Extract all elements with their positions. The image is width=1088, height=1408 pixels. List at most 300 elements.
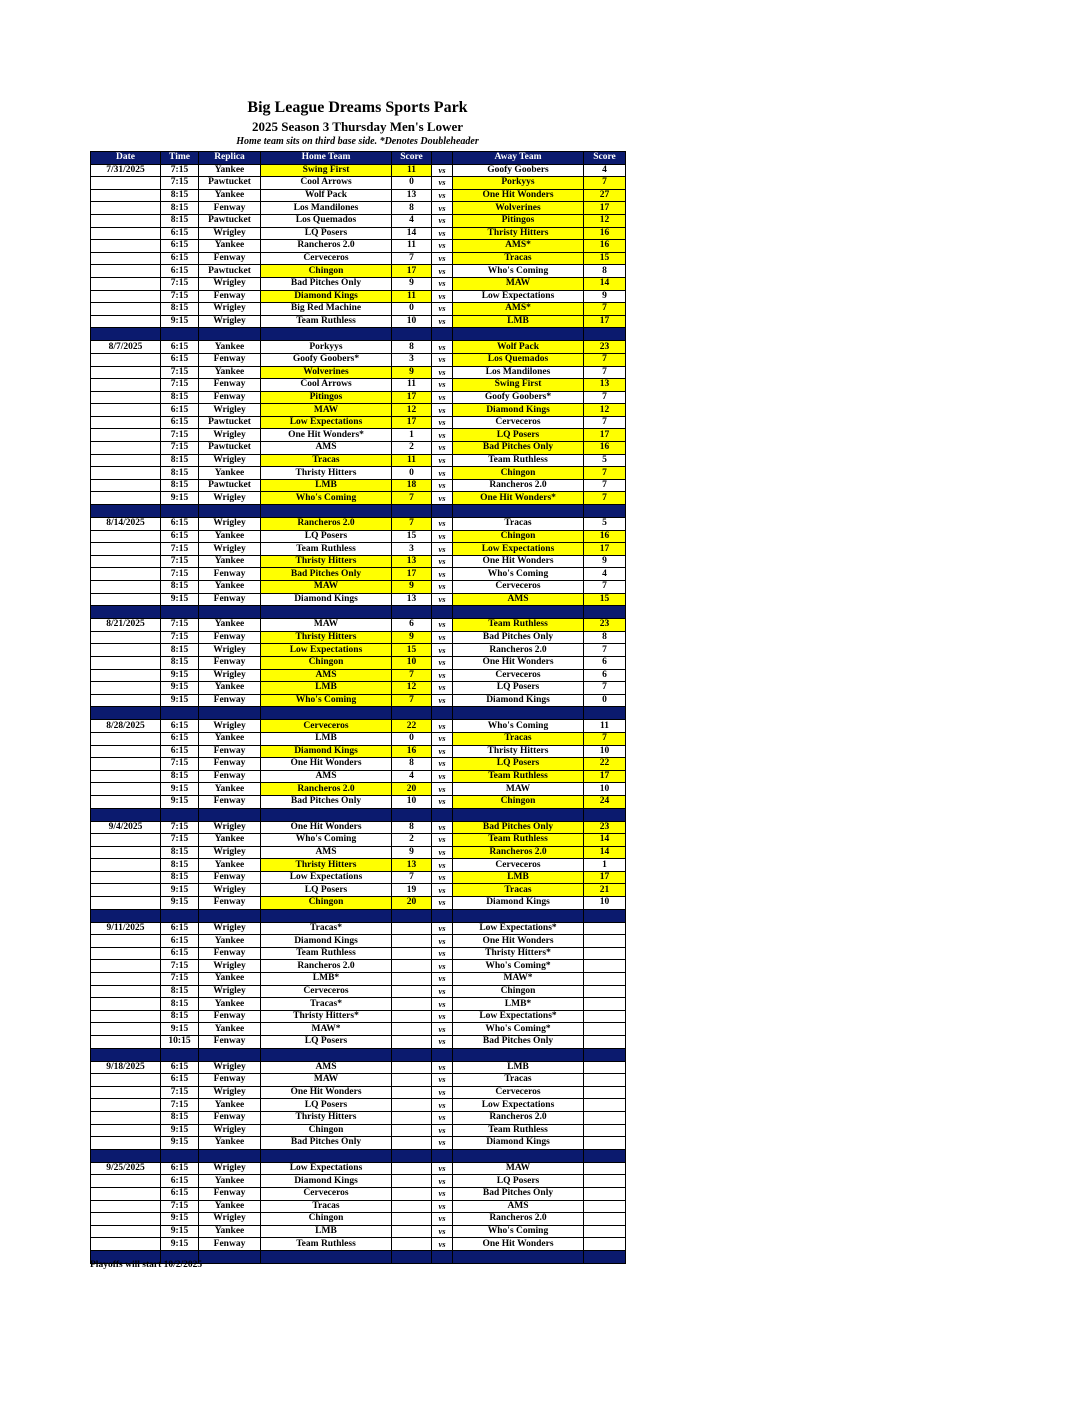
table-row (91, 619, 626, 632)
away-score-cell (584, 1162, 626, 1175)
table-row (91, 252, 626, 265)
home-score-cell: 17 (392, 265, 432, 278)
replica-cell: Yankee (199, 859, 261, 872)
separator-cell (392, 707, 432, 720)
replica-cell: Wrigley (199, 429, 261, 442)
vs-cell: vs (432, 265, 453, 278)
vs-cell: vs (432, 631, 453, 644)
replica-cell: Fenway (199, 947, 261, 960)
date-cell (91, 795, 161, 808)
away-score-cell: 9 (584, 555, 626, 568)
time-cell: 6:15 (161, 922, 199, 935)
home-team-cell: MAW (261, 581, 392, 594)
vs-cell: vs (432, 859, 453, 872)
date-cell (91, 1074, 161, 1087)
vs-cell: vs (432, 669, 453, 682)
away-team-cell: LMB (453, 871, 584, 884)
replica-cell: Pawtucket (199, 265, 261, 278)
away-score-cell: 21 (584, 884, 626, 897)
footer-note: Playoffs will start 10/2/2025 (90, 1260, 203, 1270)
away-team-cell: One Hit Wonders (453, 189, 584, 202)
vs-cell: vs (432, 884, 453, 897)
separator-cell (91, 1048, 161, 1061)
date-cell (91, 1124, 161, 1137)
home-score-cell: 9 (392, 631, 432, 644)
time-cell: 8:15 (161, 846, 199, 859)
table-row (91, 871, 626, 884)
time-cell: 6:15 (161, 1061, 199, 1074)
vs-cell: vs (432, 391, 453, 404)
table-row (91, 1175, 626, 1188)
table-row (91, 315, 626, 328)
col-away-score-header: Score (584, 152, 626, 165)
away-score-cell (584, 998, 626, 1011)
vs-cell: vs (432, 1010, 453, 1023)
away-score-cell (584, 935, 626, 948)
table-row (91, 214, 626, 227)
vs-cell: vs (432, 682, 453, 695)
away-team-cell: Thristy Hitters (453, 745, 584, 758)
home-score-cell (392, 960, 432, 973)
away-score-cell: 23 (584, 619, 626, 632)
away-score-cell: 6 (584, 656, 626, 669)
replica-cell: Wrigley (199, 960, 261, 973)
replica-cell: Pawtucket (199, 442, 261, 455)
date-cell (91, 834, 161, 847)
away-team-cell: AMS (453, 593, 584, 606)
away-team-cell: AMS* (453, 240, 584, 253)
away-team-cell: Cerveceros (453, 859, 584, 872)
date-cell (91, 998, 161, 1011)
table-row (91, 1200, 626, 1213)
vs-cell: vs (432, 416, 453, 429)
vs-cell: vs (432, 555, 453, 568)
away-team-cell: Chingon (453, 985, 584, 998)
table-row (91, 518, 626, 531)
vs-cell: vs (432, 935, 453, 948)
home-score-cell: 3 (392, 353, 432, 366)
date-cell (91, 1200, 161, 1213)
date-cell (91, 202, 161, 215)
away-team-cell: Tracas (453, 1074, 584, 1087)
away-score-cell: 5 (584, 454, 626, 467)
home-team-cell: Bad Pitches Only (261, 795, 392, 808)
away-team-cell: Chingon (453, 467, 584, 480)
away-team-cell: Rancheros 2.0 (453, 1111, 584, 1124)
home-score-cell: 7 (392, 694, 432, 707)
home-team-cell: Thristy Hitters (261, 1111, 392, 1124)
vs-cell: vs (432, 581, 453, 594)
away-score-cell: 12 (584, 214, 626, 227)
vs-cell: vs (432, 922, 453, 935)
separator-cell (392, 606, 432, 619)
home-team-cell: AMS (261, 846, 392, 859)
home-team-cell: Diamond Kings (261, 290, 392, 303)
home-team-cell: LMB (261, 479, 392, 492)
away-score-cell: 11 (584, 720, 626, 733)
home-score-cell: 6 (392, 619, 432, 632)
time-cell: 7:15 (161, 834, 199, 847)
table-row (91, 454, 626, 467)
away-team-cell: Cerveceros (453, 416, 584, 429)
separator-cell (91, 328, 161, 341)
home-team-cell: Chingon (261, 897, 392, 910)
separator-cell (432, 707, 453, 720)
replica-cell: Fenway (199, 353, 261, 366)
replica-cell: Yankee (199, 1137, 261, 1150)
vs-cell: vs (432, 518, 453, 531)
replica-cell: Yankee (199, 1200, 261, 1213)
away-team-cell: Wolf Pack (453, 341, 584, 354)
home-score-cell: 15 (392, 644, 432, 657)
separator-cell (261, 1149, 392, 1162)
home-score-cell: 7 (392, 252, 432, 265)
home-team-cell: Cerveceros (261, 720, 392, 733)
home-score-cell: 13 (392, 859, 432, 872)
time-cell: 7:15 (161, 619, 199, 632)
date-cell (91, 669, 161, 682)
date-cell (91, 240, 161, 253)
date-cell (91, 973, 161, 986)
away-team-cell: Tracas (453, 884, 584, 897)
date-cell (91, 897, 161, 910)
replica-cell: Fenway (199, 745, 261, 758)
home-score-cell: 2 (392, 834, 432, 847)
table-row (91, 935, 626, 948)
home-score-cell: 9 (392, 277, 432, 290)
col-vs-header (432, 152, 453, 165)
home-team-cell: AMS (261, 770, 392, 783)
home-team-cell: Thristy Hitters (261, 631, 392, 644)
time-cell: 7:15 (161, 1099, 199, 1112)
time-cell: 8:15 (161, 871, 199, 884)
away-score-cell: 1 (584, 859, 626, 872)
separator-cell (453, 1250, 584, 1263)
home-score-cell (392, 1162, 432, 1175)
home-score-cell: 12 (392, 682, 432, 695)
away-score-cell: 9 (584, 290, 626, 303)
replica-cell: Wrigley (199, 821, 261, 834)
separator-cell (432, 328, 453, 341)
away-team-cell: Team Ruthless (453, 770, 584, 783)
away-score-cell: 27 (584, 189, 626, 202)
away-team-cell: MAW (453, 277, 584, 290)
away-team-cell: Thristy Hitters* (453, 947, 584, 960)
away-score-cell: 7 (584, 492, 626, 505)
home-score-cell: 9 (392, 366, 432, 379)
table-row (91, 1162, 626, 1175)
table-row (91, 694, 626, 707)
separator-cell (584, 909, 626, 922)
date-cell (91, 631, 161, 644)
separator-cell (432, 1149, 453, 1162)
home-team-cell: Chingon (261, 1124, 392, 1137)
away-team-cell: AMS* (453, 303, 584, 316)
away-score-cell: 10 (584, 745, 626, 758)
time-cell: 6:15 (161, 1187, 199, 1200)
date-cell (91, 1099, 161, 1112)
away-team-cell: Goofy Goobers* (453, 391, 584, 404)
separator-cell (261, 707, 392, 720)
table-row (91, 1137, 626, 1150)
time-cell: 7:15 (161, 555, 199, 568)
home-team-cell: Rancheros 2.0 (261, 783, 392, 796)
vs-cell: vs (432, 303, 453, 316)
home-score-cell: 7 (392, 669, 432, 682)
date-cell (91, 1036, 161, 1049)
vs-cell: vs (432, 530, 453, 543)
date-cell (91, 1010, 161, 1023)
separator-cell (584, 707, 626, 720)
away-score-cell (584, 1086, 626, 1099)
time-cell: 7:15 (161, 164, 199, 177)
date-cell (91, 303, 161, 316)
table-row (91, 290, 626, 303)
away-score-cell: 17 (584, 543, 626, 556)
home-score-cell: 12 (392, 404, 432, 417)
home-team-cell: LMB* (261, 973, 392, 986)
table-row (91, 720, 626, 733)
home-team-cell: Team Ruthless (261, 1238, 392, 1251)
date-cell: 7/31/2025 (91, 164, 161, 177)
separator-cell (91, 505, 161, 518)
away-team-cell: LMB* (453, 998, 584, 1011)
away-team-cell: Rancheros 2.0 (453, 479, 584, 492)
replica-cell: Fenway (199, 795, 261, 808)
date-cell (91, 379, 161, 392)
away-score-cell: 15 (584, 252, 626, 265)
table-row (91, 353, 626, 366)
away-team-cell: Cerveceros (453, 669, 584, 682)
replica-cell: Wrigley (199, 846, 261, 859)
replica-cell: Yankee (199, 240, 261, 253)
away-score-cell (584, 1187, 626, 1200)
replica-cell: Wrigley (199, 227, 261, 240)
table-row (91, 416, 626, 429)
time-cell: 9:15 (161, 682, 199, 695)
home-team-cell: Cerveceros (261, 1187, 392, 1200)
home-score-cell (392, 973, 432, 986)
vs-cell: vs (432, 960, 453, 973)
separator-cell (392, 1149, 432, 1162)
table-row (91, 581, 626, 594)
home-score-cell: 17 (392, 568, 432, 581)
separator-cell (432, 1048, 453, 1061)
date-cell (91, 227, 161, 240)
vs-cell: vs (432, 202, 453, 215)
separator-cell (91, 808, 161, 821)
date-cell (91, 265, 161, 278)
away-score-cell: 7 (584, 366, 626, 379)
time-cell: 6:15 (161, 265, 199, 278)
separator-cell (453, 1149, 584, 1162)
table-row (91, 644, 626, 657)
date-cell (91, 1225, 161, 1238)
away-team-cell: Cerveceros (453, 581, 584, 594)
away-team-cell: Diamond Kings (453, 404, 584, 417)
table-row (91, 745, 626, 758)
away-score-cell: 16 (584, 530, 626, 543)
vs-cell: vs (432, 164, 453, 177)
away-team-cell: One Hit Wonders* (453, 492, 584, 505)
away-team-cell: Los Quemados (453, 353, 584, 366)
home-score-cell: 20 (392, 897, 432, 910)
vs-cell: vs (432, 227, 453, 240)
away-score-cell (584, 1238, 626, 1251)
separator-cell (199, 1149, 261, 1162)
replica-cell: Yankee (199, 834, 261, 847)
home-team-cell: Tracas (261, 454, 392, 467)
home-team-cell: AMS (261, 1061, 392, 1074)
date-cell: 9/25/2025 (91, 1162, 161, 1175)
date-cell: 9/4/2025 (91, 821, 161, 834)
away-team-cell: Tracas (453, 252, 584, 265)
vs-cell: vs (432, 1124, 453, 1137)
replica-cell: Pawtucket (199, 177, 261, 190)
time-cell: 8:15 (161, 1010, 199, 1023)
table-row (91, 530, 626, 543)
replica-cell: Fenway (199, 1238, 261, 1251)
replica-cell: Fenway (199, 770, 261, 783)
table-header-row (91, 152, 626, 165)
separator-cell (584, 328, 626, 341)
separator-cell (392, 328, 432, 341)
vs-cell: vs (432, 973, 453, 986)
separator-cell (199, 808, 261, 821)
date-cell (91, 1111, 161, 1124)
away-team-cell: One Hit Wonders (453, 656, 584, 669)
vs-cell: vs (432, 644, 453, 657)
home-score-cell (392, 1225, 432, 1238)
vs-cell: vs (432, 1187, 453, 1200)
away-team-cell: MAW (453, 1162, 584, 1175)
time-cell: 9:15 (161, 669, 199, 682)
separator-cell (453, 808, 584, 821)
date-cell (91, 1086, 161, 1099)
table-row (91, 1124, 626, 1137)
away-team-cell: Bad Pitches Only (453, 1187, 584, 1200)
vs-cell: vs (432, 770, 453, 783)
date-cell (91, 479, 161, 492)
table-row (91, 1036, 626, 1049)
week-separator (91, 808, 626, 821)
time-cell: 9:15 (161, 593, 199, 606)
away-team-cell: Tracas (453, 732, 584, 745)
date-cell (91, 758, 161, 771)
table-row (91, 1238, 626, 1251)
home-team-cell: LQ Posers (261, 227, 392, 240)
away-team-cell: Swing First (453, 379, 584, 392)
replica-cell: Fenway (199, 1111, 261, 1124)
away-score-cell: 0 (584, 694, 626, 707)
home-team-cell: Thristy Hitters (261, 859, 392, 872)
date-cell (91, 492, 161, 505)
away-score-cell: 7 (584, 353, 626, 366)
table-row (91, 303, 626, 316)
date-cell (91, 277, 161, 290)
away-team-cell: Bad Pitches Only (453, 631, 584, 644)
separator-cell (161, 909, 199, 922)
time-cell: 6:15 (161, 1162, 199, 1175)
away-team-cell: LQ Posers (453, 682, 584, 695)
home-score-cell: 10 (392, 795, 432, 808)
home-score-cell: 11 (392, 454, 432, 467)
home-team-cell: Rancheros 2.0 (261, 960, 392, 973)
time-cell: 9:15 (161, 1137, 199, 1150)
date-cell (91, 290, 161, 303)
vs-cell: vs (432, 1086, 453, 1099)
time-cell: 6:15 (161, 1175, 199, 1188)
away-score-cell: 17 (584, 770, 626, 783)
table-row (91, 656, 626, 669)
away-team-cell: Tracas (453, 518, 584, 531)
home-team-cell: Chingon (261, 1213, 392, 1226)
table-row (91, 543, 626, 556)
home-team-cell: Tracas (261, 1200, 392, 1213)
home-score-cell (392, 1238, 432, 1251)
vs-cell: vs (432, 1175, 453, 1188)
separator-cell (161, 707, 199, 720)
vs-cell: vs (432, 619, 453, 632)
time-cell: 6:15 (161, 240, 199, 253)
replica-cell: Yankee (199, 998, 261, 1011)
home-team-cell: Thristy Hitters (261, 467, 392, 480)
away-team-cell: Low Expectations* (453, 1010, 584, 1023)
separator-cell (432, 606, 453, 619)
separator-cell (453, 606, 584, 619)
home-team-cell: Low Expectations (261, 1162, 392, 1175)
home-team-cell: LMB (261, 1225, 392, 1238)
vs-cell: vs (432, 985, 453, 998)
replica-cell: Yankee (199, 973, 261, 986)
vs-cell: vs (432, 189, 453, 202)
week-separator (91, 1149, 626, 1162)
home-team-cell: Big Red Machine (261, 303, 392, 316)
date-cell (91, 416, 161, 429)
time-cell: 10:15 (161, 1036, 199, 1049)
date-cell (91, 315, 161, 328)
vs-cell: vs (432, 897, 453, 910)
replica-cell: Wrigley (199, 1213, 261, 1226)
replica-cell: Fenway (199, 379, 261, 392)
vs-cell: vs (432, 846, 453, 859)
home-score-cell (392, 1200, 432, 1213)
away-score-cell (584, 1074, 626, 1087)
col-replica-header: Replica (199, 152, 261, 165)
date-cell (91, 530, 161, 543)
home-team-cell: Team Ruthless (261, 315, 392, 328)
away-team-cell: Rancheros 2.0 (453, 1213, 584, 1226)
home-score-cell (392, 1137, 432, 1150)
table-row (91, 568, 626, 581)
week-separator (91, 909, 626, 922)
away-score-cell: 7 (584, 391, 626, 404)
separator-cell (392, 1048, 432, 1061)
home-score-cell: 13 (392, 555, 432, 568)
vs-cell: vs (432, 341, 453, 354)
table-row (91, 669, 626, 682)
replica-cell: Yankee (199, 164, 261, 177)
vs-cell: vs (432, 1162, 453, 1175)
away-team-cell: Bad Pitches Only (453, 821, 584, 834)
time-cell: 9:15 (161, 492, 199, 505)
time-cell: 9:15 (161, 1213, 199, 1226)
table-row (91, 973, 626, 986)
table-row (91, 1111, 626, 1124)
vs-cell: vs (432, 442, 453, 455)
away-team-cell: Low Expectations (453, 543, 584, 556)
separator-cell (91, 707, 161, 720)
